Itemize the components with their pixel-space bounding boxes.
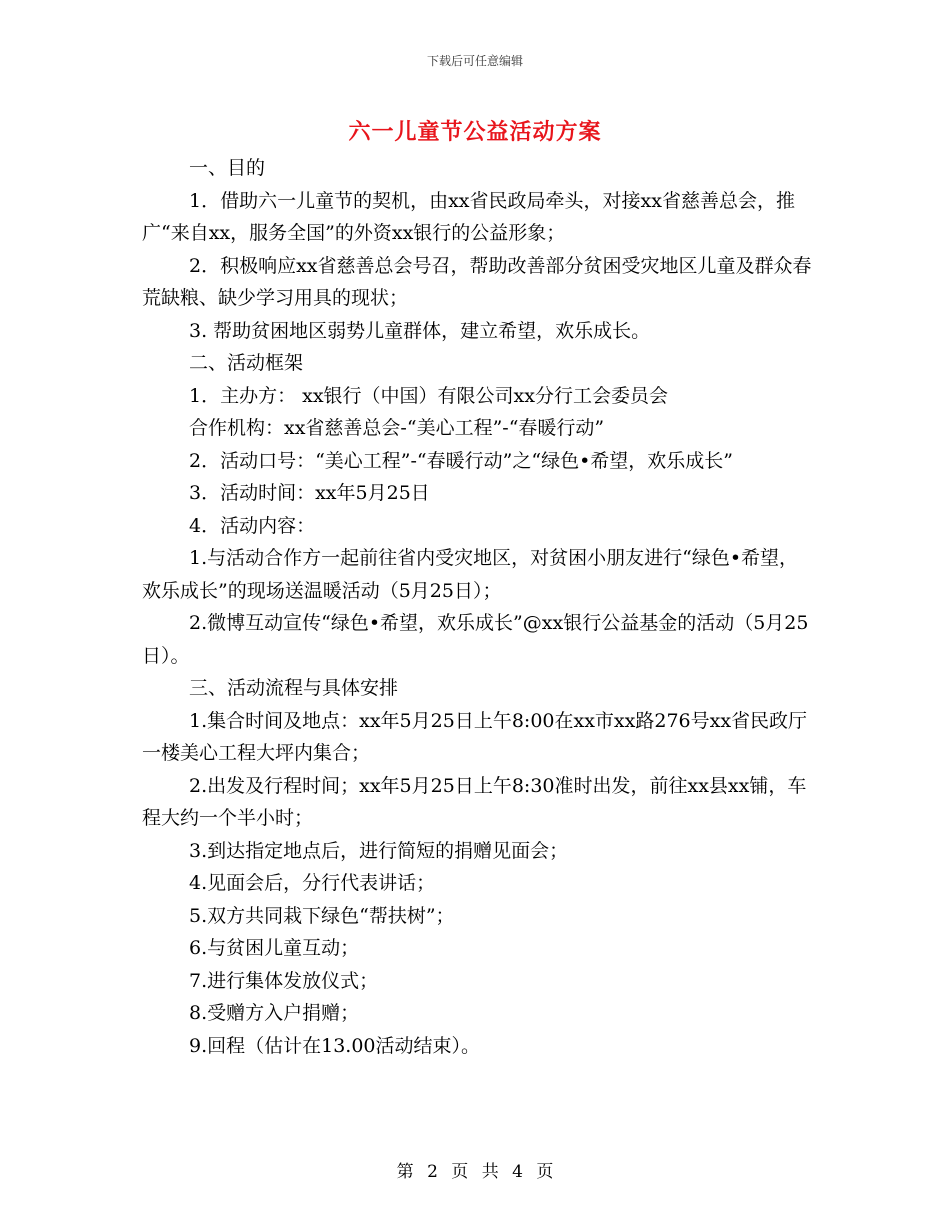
paragraph: 9.回程（估计在13.00活动结束）。 [189, 1034, 481, 1057]
paragraph: 1．借助六一儿童节的契机，由xx省民政局牵头，对接xx省慈善总会，推广“来自xx，服务全国”的外资xx银行的公益形象； [142, 189, 795, 244]
paragraph: 8.受赠方入户捐赠； [189, 1002, 360, 1024]
paragraph: 4．活动内容： [189, 514, 316, 537]
paragraph: 3.到达指定地点后，进行简短的捐赠见面会； [189, 839, 569, 862]
paragraph: 2．积极响应xx省慈善总会号召，帮助改善部分贫困受灾地区儿童及群众春荒缺粮、缺少学习用具的现状； [142, 254, 812, 309]
paragraph: 合作机构：xx省慈善总会-“美心工程”-“春暖行动” [189, 417, 605, 439]
paragraph: 1.与活动合作方一起前往省内受灾地区，对贫困小朋友进行“绿色•希望，欢乐成长”的现场送温暖活动（5月25日）； [142, 547, 799, 602]
paragraph: 1.集合时间及地点：xx年5月25日上午8:00在xx市xx路276号xx省民政厅一楼美心工程大坪内集合； [142, 709, 808, 764]
page-footer: 第 2 页 共 4 页 [396, 1162, 554, 1182]
page-header: 下载后可任意编辑 [426, 54, 523, 68]
paragraph: 2.微博互动宣传“绿色•希望，欢乐成长”@xx银行公益基金的活动（5月25日）。 [142, 612, 809, 667]
section-heading: 一、目的 [189, 157, 266, 179]
paragraph: 1．主办方： xx银行（中国）有限公司xx分行工会委员会 [189, 384, 668, 407]
document-title: 六一儿童节公益活动方案 [348, 119, 602, 145]
section-heading: 二、活动框架 [189, 352, 304, 374]
paragraph: 2.出发及行程时间；xx年5月25日上午8:30准时出发，前往xx县xx铺，车程大约一个半小时； [142, 774, 807, 829]
paragraph: 3. 帮助贫困地区弱势儿童群体，建立希望，欢乐成长。 [189, 319, 651, 342]
section-heading: 三、活动流程与具体安排 [189, 677, 399, 699]
paragraph: 5.双方共同栽下绿色“帮扶树”； [189, 904, 455, 927]
document-body [142, 152, 812, 1062]
paragraph: 2．活动口号：“美心工程”-“春暖行动”之“绿色•希望，欢乐成长” [189, 449, 733, 472]
paragraph: 6.与贫困儿童互动； [189, 937, 360, 959]
paragraph: 7.进行集体发放仪式； [189, 969, 379, 992]
paragraph: 4.见面会后，分行代表讲话； [189, 872, 436, 894]
paragraph: 3．活动时间：xx年5月25日 [189, 482, 430, 504]
